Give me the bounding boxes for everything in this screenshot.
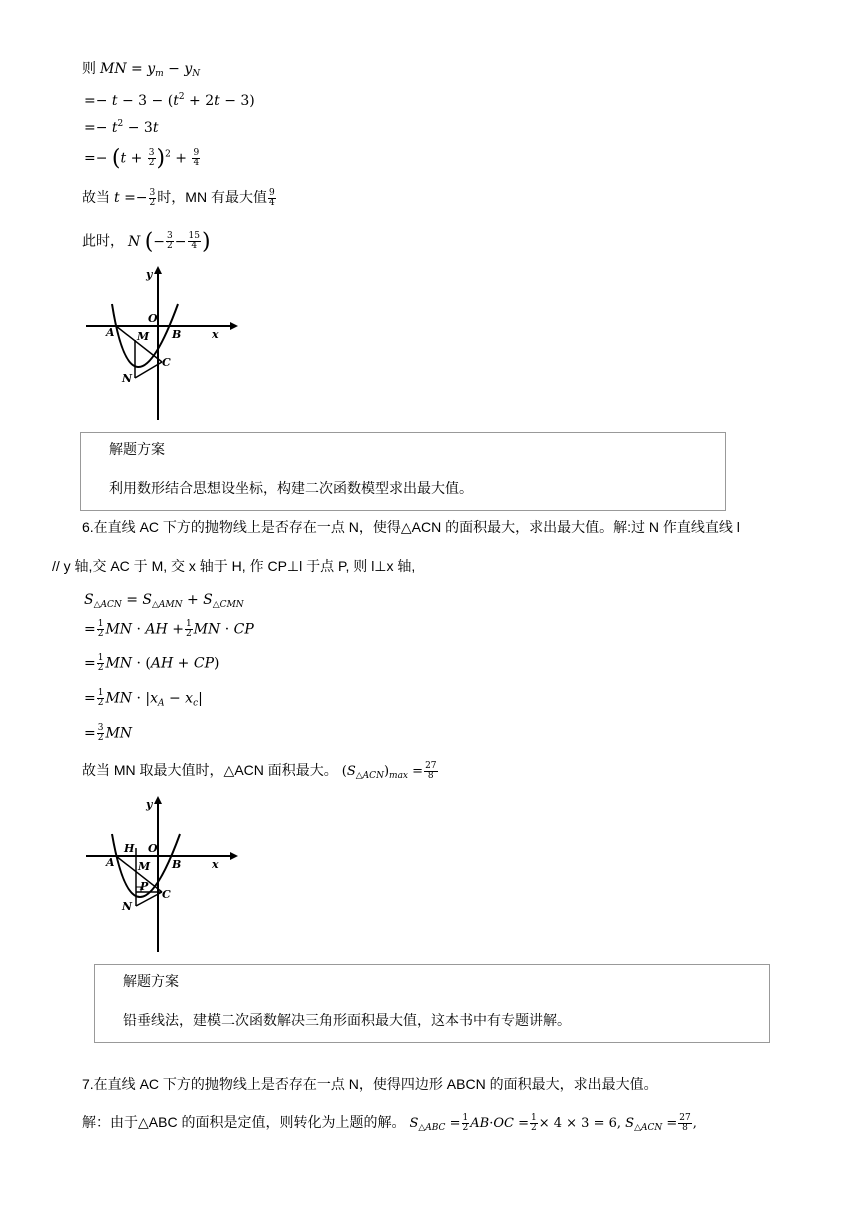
label-a: A xyxy=(106,856,115,869)
label-m: M xyxy=(137,330,150,343)
question-7-solution-text: 解：由于△ABC 的面积是定值，则转化为上题的解。 xyxy=(82,1114,406,1130)
label-a: A xyxy=(106,326,115,339)
area-equation-3: = $\frac{1}{2}$ MN · (AH + CP) xyxy=(84,653,220,673)
area-equation-5: = $\frac{3}{2}$ MN xyxy=(84,723,133,743)
derivation-line-6 xyxy=(82,229,211,254)
label-p: P xyxy=(140,880,149,893)
label-o: O xyxy=(148,842,158,855)
solution-box-2 xyxy=(94,964,770,1043)
parabola-figure-2 xyxy=(80,794,240,956)
question-7-line-1: 7.在直线 AC 下方的抛物线上是否存在一点 N，使得四边形 ABCN 的面积最大，求出最大值。 xyxy=(82,1076,658,1092)
area-equation-1: $S_{\triangle ACN} = S_{\triangle AMN} + S_{\triangle CMN}$ xyxy=(84,592,244,610)
parabola-figure-1 xyxy=(80,262,240,424)
n-coordinates: N (− $\frac{3}{2}$ − $\frac{15}{4}$ ) xyxy=(128,229,211,254)
label-x: x xyxy=(212,858,219,871)
solution-box-title: 解题方案 xyxy=(109,441,165,457)
label-c: C xyxy=(162,888,171,901)
x-axis-arrow xyxy=(230,852,238,860)
max-area-value: $(S_{\triangle ACN})_{max}$ = $\frac{27}{8}$ xyxy=(341,761,437,781)
label-y: y xyxy=(146,268,153,281)
x-axis-arrow xyxy=(230,322,238,330)
derivation-line-1 xyxy=(82,58,200,79)
y-axis-arrow xyxy=(154,796,162,804)
derivation-line-4: =− (t + $\frac{3}{2}$ )$^2$ + $\frac{9}{4}$ xyxy=(84,146,200,171)
label-y: y xyxy=(146,798,153,811)
question-6-conclusion xyxy=(82,760,439,781)
max-text: 时，MN 有最大值 xyxy=(157,189,267,205)
mn-formula: MN = $y_m - y_N$ xyxy=(100,61,201,79)
area-equation-2: = $\frac{1}{2}$ MN · AH + $\frac{1}{2}$ MN · CP xyxy=(84,619,254,639)
solution-box-body: 利用数形结合思想设坐标，构建二次函数模型求出最大值。 xyxy=(109,480,473,496)
label-b: B xyxy=(172,328,182,341)
t-value: t =− $\frac{3}{2}$ xyxy=(114,187,156,208)
label-h: H xyxy=(124,842,135,855)
y-axis-arrow xyxy=(154,266,162,274)
solution-box-body: 铅垂线法，建模二次函数解决三角形面积最大值，这本书中有专题讲解。 xyxy=(123,1012,571,1028)
then-word: 则 xyxy=(82,60,96,76)
label-n: N xyxy=(122,372,133,385)
label-m: M xyxy=(138,860,151,873)
derivation-line-3: =− $t^2 - 3t$ xyxy=(84,119,159,136)
solution-box-title: 解题方案 xyxy=(123,973,179,989)
solution-box-1 xyxy=(80,432,726,511)
question-7-line-2 xyxy=(82,1112,697,1133)
derivation-line-5: 故当 t =− $\frac{3}{2}$ 时，MN 有最大值 $\frac{9}{4}$ xyxy=(82,187,275,208)
at-this-time-word: 此时， xyxy=(82,232,124,249)
conclusion-text: 故当 MN 取最大值时，△ACN 面积最大。 xyxy=(82,762,338,778)
label-b: B xyxy=(172,858,182,871)
label-x: x xyxy=(212,328,219,341)
label-n: N xyxy=(122,900,133,913)
so-when-word: 故当 xyxy=(82,189,110,205)
label-o: O xyxy=(148,312,158,325)
derivation-line-2: =− $t - 3 - (t^2 + 2t - 3)$ xyxy=(84,92,255,109)
question-6-line-2: // y 轴,交 AC 于 M, 交 x 轴于 H, 作 CP⊥l 于点 P, 则 l⊥x 轴, xyxy=(52,558,416,574)
label-c: C xyxy=(162,356,171,369)
question-7-area-formula: $S_{\triangle ABC}$ = $\frac{1}{2}$ AB·OC = $\frac{1}{2}$ × 4 × 3 = 6, $S_{\triangle ACN}$ = $\frac{27}{8}$ , xyxy=(409,1113,697,1133)
area-equation-4: = $\frac{1}{2}$ MN · $|x_A - x_c|$ xyxy=(84,688,203,709)
question-6-line-1: 6.在直线 AC 下方的抛物线上是否存在一点 N，使得△ACN 的面积最大，求出最大值。解:过 N 作直线直线 l xyxy=(82,519,740,535)
